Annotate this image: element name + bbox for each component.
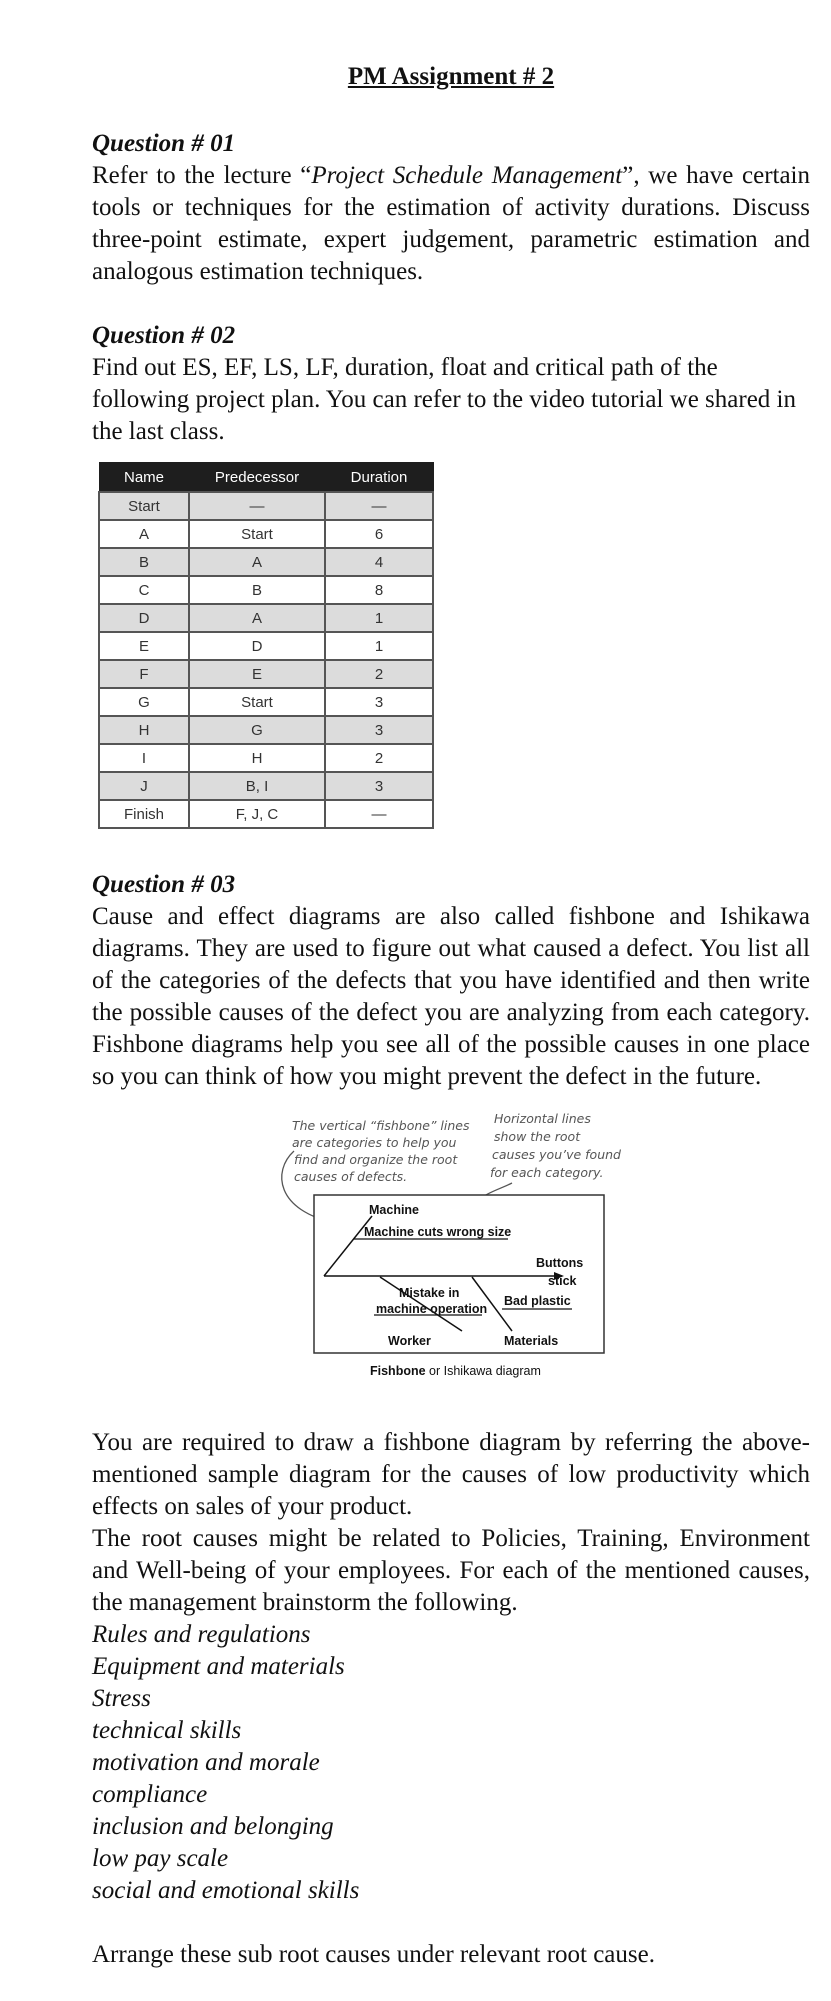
document-page — [92, 60, 810, 1971]
cell-predecessor: G — [189, 716, 325, 744]
list-item: Stress — [92, 1685, 151, 1712]
cell-predecessor: E — [189, 660, 325, 688]
cell-name: I — [99, 744, 189, 772]
closing-instruction: Arrange these sub root causes under relevant root cause. — [92, 1941, 655, 1968]
table-row — [99, 800, 433, 828]
cell-name: E — [99, 632, 189, 660]
table-row — [99, 548, 433, 576]
cell-name: D — [99, 604, 189, 632]
note-left-line-2: are categories to help you — [292, 1135, 457, 1150]
category-machine: Machine — [369, 1203, 420, 1217]
effect-line-1: Buttons — [536, 1256, 584, 1270]
cell-name: B — [99, 548, 189, 576]
table-row — [99, 604, 433, 632]
cell-name: Finish — [99, 800, 189, 828]
table-row — [99, 716, 433, 744]
question-3-root-causes: The root causes might be related to Policies, Training, Environment and Well-being of your employees. For each of the mentioned causes, the management brainstorm the following. — [92, 1525, 810, 1616]
cell-predecessor: A — [189, 604, 325, 632]
cell-predecessor: F, J, C — [189, 800, 325, 828]
question-3-heading: Question # 03 — [92, 871, 236, 898]
schedule-table — [98, 462, 434, 829]
cell-predecessor: B — [189, 576, 325, 604]
question-1-text — [92, 160, 810, 288]
caption-rest: or Ishikawa diagram — [425, 1364, 541, 1378]
caption-fishbone: Fishbone — [370, 1364, 426, 1378]
cause-mistake-line-2: machine operation — [376, 1302, 488, 1316]
list-item: motivation and morale — [92, 1749, 320, 1776]
cell-duration: 2 — [325, 660, 433, 688]
cell-duration: 6 — [325, 520, 433, 548]
table-header-row — [99, 463, 433, 493]
list-item: technical skills — [92, 1717, 242, 1744]
list-item: inclusion and belonging — [92, 1813, 334, 1840]
cell-predecessor: B, I — [189, 772, 325, 800]
cell-predecessor: A — [189, 548, 325, 576]
fishbone-diagram — [92, 1111, 810, 1401]
cell-name: H — [99, 716, 189, 744]
table-row — [99, 520, 433, 548]
column-header-predecessor: Predecessor — [189, 463, 325, 493]
cell-duration: — — [325, 492, 433, 520]
note-right-line-3: causes you’ve found — [492, 1147, 621, 1162]
cell-name: F — [99, 660, 189, 688]
list-item: low pay scale — [92, 1845, 229, 1872]
effect-line-2: stick — [548, 1274, 577, 1288]
q1-text-start: Refer to the lecture “ — [92, 162, 312, 189]
cause-machine-cuts-wrong-size: Machine cuts wrong size — [364, 1225, 512, 1239]
cell-duration: 4 — [325, 548, 433, 576]
table-row — [99, 772, 433, 800]
cell-duration: 3 — [325, 772, 433, 800]
list-item: Rules and regulations — [92, 1621, 311, 1648]
cell-duration: 3 — [325, 716, 433, 744]
column-header-duration: Duration — [325, 463, 433, 493]
list-item: social and emotional skills — [92, 1877, 360, 1904]
sub-root-causes-list — [92, 1619, 810, 1907]
note-left-line-4: causes of defects. — [294, 1169, 408, 1184]
table-row — [99, 576, 433, 604]
cell-predecessor: Start — [189, 520, 325, 548]
cell-duration: 8 — [325, 576, 433, 604]
cell-predecessor: — — [189, 492, 325, 520]
table-row — [99, 492, 433, 520]
cell-duration: 1 — [325, 604, 433, 632]
cell-predecessor: D — [189, 632, 325, 660]
cell-duration: 1 — [325, 632, 433, 660]
note-right-line-1: Horizontal lines — [494, 1111, 591, 1126]
cause-mistake-line-1: Mistake in — [399, 1286, 460, 1300]
cell-name: Start — [99, 492, 189, 520]
cell-name: C — [99, 576, 189, 604]
question-3-instructions: You are required to draw a fishbone diagram by referring the above-mentioned sample diagram for the causes of low productivity which effects on sales of your product. — [92, 1429, 810, 1520]
q1-lecture-title: Project Schedule Management — [311, 162, 623, 189]
cell-name: G — [99, 688, 189, 716]
table-row — [99, 744, 433, 772]
cause-bad-plastic: Bad plastic — [504, 1294, 571, 1308]
cell-duration: — — [325, 800, 433, 828]
cell-predecessor: Start — [189, 688, 325, 716]
category-worker: Worker — [388, 1334, 431, 1348]
question-2-heading: Question # 02 — [92, 322, 236, 349]
category-materials: Materials — [504, 1334, 559, 1348]
list-item: Equipment and materials — [92, 1653, 345, 1680]
note-left-line-1: The vertical “fishbone” lines — [292, 1118, 470, 1133]
note-left-line-3: find and organize the root — [294, 1152, 458, 1167]
schedule-table-body — [99, 492, 433, 828]
list-item: compliance — [92, 1781, 208, 1808]
cell-name: J — [99, 772, 189, 800]
note-right-line-4: for each category. — [490, 1165, 604, 1180]
cell-duration: 3 — [325, 688, 433, 716]
page-title: PM Assignment # 2 — [347, 63, 555, 90]
column-header-name: Name — [99, 463, 189, 493]
q1-text-end: ”, we have certain tools or techniques for the estimation of activity durations. Discuss three-point estimate, expert judgement, parametric estimation and analogous estimation techniques. — [92, 162, 811, 285]
note-right-line-2: show the root — [494, 1129, 581, 1144]
cell-name: A — [99, 520, 189, 548]
cell-duration: 2 — [325, 744, 433, 772]
cell-predecessor: H — [189, 744, 325, 772]
table-row — [99, 632, 433, 660]
question-3-text: Cause and effect diagrams are also called fishbone and Ishikawa diagrams. They are used to figure out what caused a defect. You list all of the categories of the defects that you have identified and then write the possible causes of the defect you are analyzing from each category. Fishbone diagrams help you see all of the possible causes in one place so you can think of how you might prevent the defect in the future. — [92, 903, 810, 1090]
table-row — [99, 660, 433, 688]
table-row — [99, 688, 433, 716]
question-2-text: Find out ES, EF, LS, LF, duration, float and critical path of the following project plan. You can refer to the video tutorial we shared in the last class. — [92, 354, 796, 445]
question-1-heading: Question # 01 — [92, 130, 236, 157]
fishbone-figure — [92, 1111, 810, 1401]
diagram-caption — [370, 1364, 541, 1378]
